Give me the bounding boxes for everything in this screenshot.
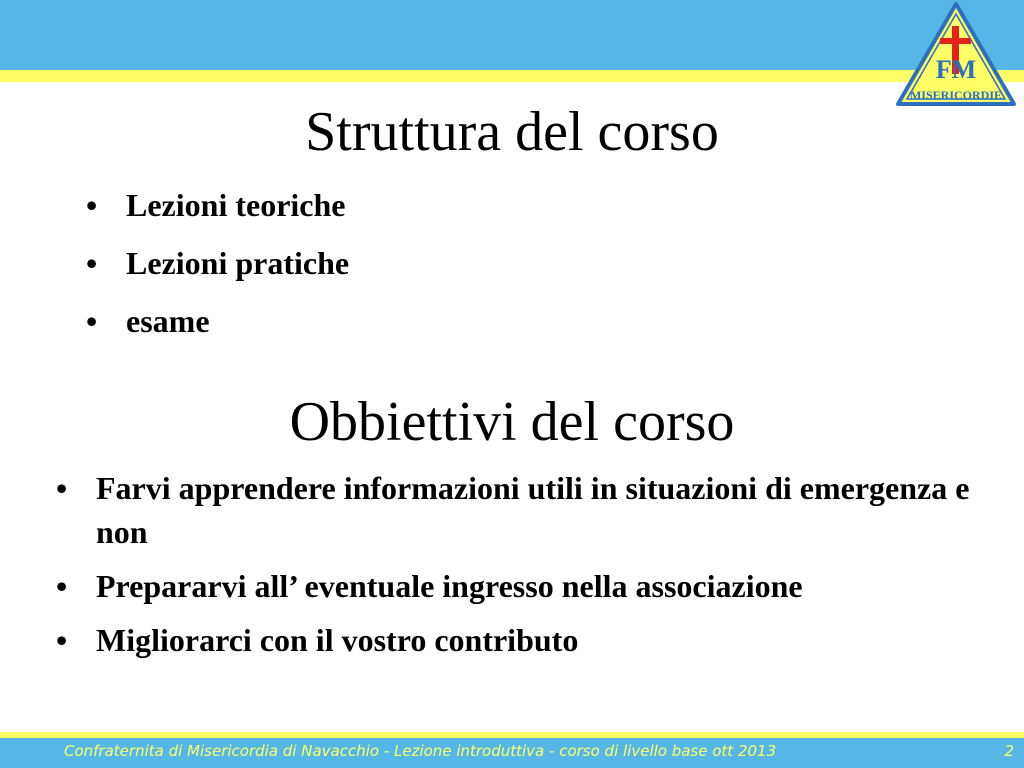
- logo-letters: FM: [935, 55, 977, 84]
- list-item: • Prepararvi all’ eventuale ingresso nella associazione: [56, 564, 986, 608]
- header-stripe: [0, 70, 1024, 82]
- struttura-list: [86, 186, 786, 360]
- list-item: • Lezioni pratiche: [86, 244, 786, 282]
- list-item: • Farvi apprendere informazioni utili in situazioni di emergenza e non: [56, 466, 986, 554]
- obbiettivi-list: [56, 466, 986, 672]
- list-item: • esame: [86, 302, 786, 340]
- footer-text: Confraternita di Misericordia di Navacchio - Lezione introduttiva - corso di livello base ott 2013: [64, 742, 777, 760]
- list-item: • Lezioni teoriche: [86, 186, 786, 224]
- misericordie-logo: [894, 0, 1018, 108]
- section-title-obbiettivi: Obbiettivi del corso: [289, 391, 735, 453]
- page-number: 2: [1004, 742, 1014, 760]
- list-item: • Migliorarci con il vostro contributo: [56, 618, 986, 662]
- section-title-struttura: Struttura del corso: [305, 101, 719, 163]
- logo-graphic: [894, 0, 1018, 108]
- logo-text: MISERICORDIE: [909, 88, 1003, 102]
- header-band: [0, 0, 1024, 70]
